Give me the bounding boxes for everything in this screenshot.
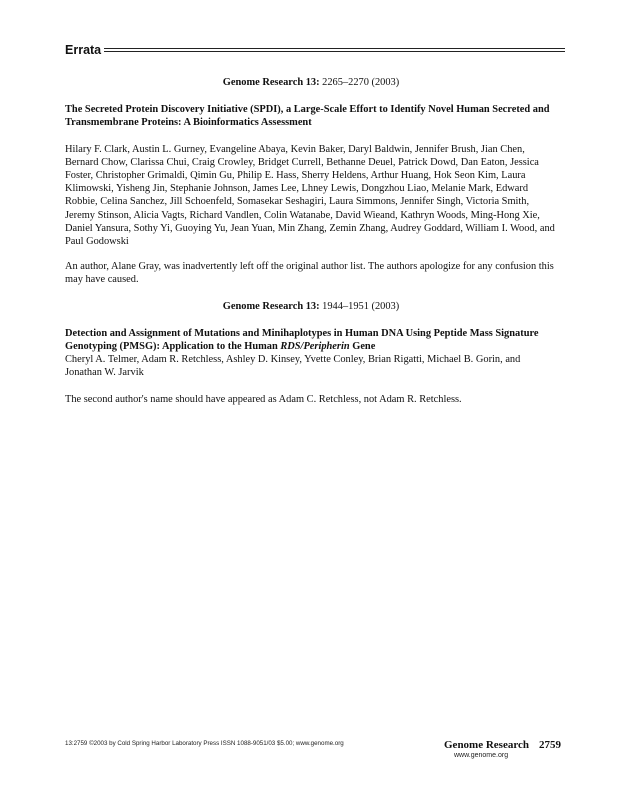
title-text: Detection and Assignment of Mutations and Minihaplotypes in Human DNA Using Peptide Mass Signature Genotyping (PMSG): Application to the Human	[65, 327, 539, 353]
erratum-text: The second author's name should have appeared as Adam C. Retchless, not Adam R. Retchless.	[65, 393, 462, 405]
erratum-citation	[65, 300, 557, 313]
citation-journal: Genome Research 13:	[222, 77, 320, 88]
section-header	[65, 43, 565, 57]
author-list: Hilary F. Clark, Austin L. Gurney, Evangeline Abaya, Kevin Baker, Daryl Baldwin, Jennifer Brush, Jian Chen, Bernard Chow, Clarissa Chui, Craig Crowley, Bridget Currell, Bethanne Deuel, Patrick Dowd, Dan Eaton, Jessica Foster, Christopher Grimaldi, Qimin Gu, Philip E. Hass, Sherry Heldens, Arthur Huang, Hok Seon Kim, Laura Klimowski, Yisheng Jin, Stephanie Johnson, James Lee, Lhney Lewis, Dongzhou Liao, Melanie Mark, Edward Robbie, Celina Sanchez, Jill Schoenfeld, Somasekar Seshagiri, Laura Simmons, Jennifer Singh, Victoria Smith, Jeremy Stinson, Alicia Vagts, Richard Vandlen, Colin Watanabe, David Wieand, Kathryn Woods, Ming-Hong Xie, Daniel Yansura, Sothy Yi, Guoying Yu, Jean Yuan, Min Zhang, Zemin Zhang, Audrey Goddard, William I. Wood, and Paul Godowski	[65, 143, 555, 248]
citation-pages: 2265–2270 (2003)	[319, 77, 400, 88]
header-rule	[95, 48, 565, 49]
gene-name: RDS/Peripherin	[280, 341, 350, 353]
header-rule	[95, 51, 565, 52]
footer-journal-block	[444, 735, 564, 759]
footer-url: www.genome.org	[454, 752, 509, 759]
article-title: The Secreted Protein Discovery Initiative (SPDI), a Large-Scale Effort to Identify Novel Human Secreted and Transmembrane Proteins: A Bioinformatics Assessment	[65, 104, 550, 129]
footer-copyright: 13:2759 ©2003 by Cold Spring Harbor Laboratory Press ISSN 1088-9051/03 $5.00; www.genome.org	[65, 740, 344, 747]
article-title	[65, 327, 557, 353]
erratum-citation	[65, 76, 557, 89]
errata-content	[65, 76, 557, 406]
erratum-text: An author, Alane Gray, was inadvertently left off the original author list. The authors apologize for any confusion this may have caused.	[65, 261, 554, 286]
citation-pages: 1944–1951 (2003)	[319, 300, 400, 312]
author-list: Cheryl A. Telmer, Adam R. Retchless, Ashley D. Kinsey, Yvette Conley, Brian Rigatti, Michael B. Gorin, and Jonathan W. Jarvik	[65, 354, 521, 379]
section-title: Errata	[65, 43, 104, 57]
title-text-end: Gene	[349, 341, 376, 353]
page-number: 2759	[539, 739, 562, 751]
footer-journal-name: Genome Research	[444, 739, 530, 751]
citation-journal: Genome Research 13:	[222, 300, 320, 312]
